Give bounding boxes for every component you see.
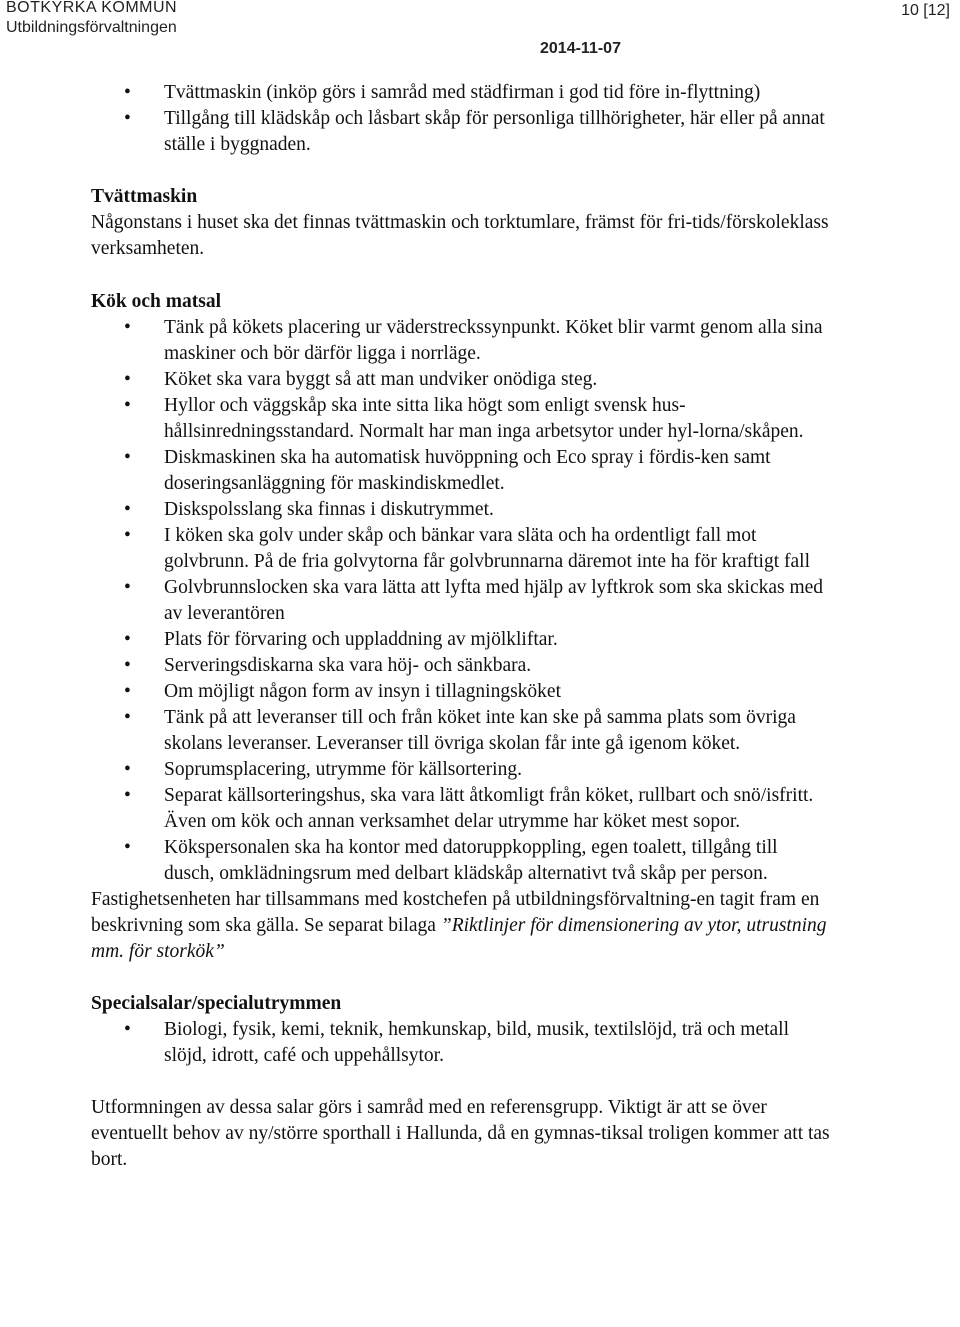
page-number: 10 [12] bbox=[901, 2, 950, 19]
section-heading-specialsalar: Specialsalar/specialutrymmen bbox=[91, 993, 342, 1014]
bullet-icon: • bbox=[124, 525, 131, 546]
section-heading-kok-och-matsal: Kök och matsal bbox=[91, 291, 222, 312]
special-bullet-list bbox=[91, 1017, 831, 1069]
bullet-icon: • bbox=[124, 499, 131, 520]
list-item: • Diskmaskinen ska ha automatisk huvöppning och Eco spray i fördis-ken samt doseringsanläggning för maskindiskmedlet. bbox=[124, 447, 771, 494]
list-item: • Tvättmaskin (inköp görs i samråd med städfirman i god tid före in-flyttning) bbox=[91, 80, 831, 106]
bullet-icon: • bbox=[124, 395, 131, 416]
bullet-icon: • bbox=[124, 759, 131, 780]
bullet-icon: • bbox=[124, 577, 131, 598]
list-item: • Tillgång till klädskåp och låsbart skåp för personliga tillhörigheter, här eller på annat ställe i byggnaden. bbox=[124, 108, 825, 155]
bullet-icon: • bbox=[124, 369, 131, 390]
list-item: • Om möjligt någon form av insyn i tillagningsköket bbox=[91, 679, 831, 705]
list-item: • Diskspolsslang ska finnas i diskutrymmet. bbox=[91, 497, 831, 523]
bullet-icon: • bbox=[124, 655, 131, 676]
intro-bullet-list bbox=[91, 80, 831, 158]
bullet-icon: • bbox=[124, 707, 131, 728]
list-item: • Tänk på kökets placering ur väderstreckssynpunkt. Köket blir varmt genom alla sina maskiner och bör därför ligga i norrläge. bbox=[124, 317, 823, 364]
department-name: Utbildningsförvaltningen bbox=[6, 19, 177, 36]
list-item: • Hyllor och väggskåp ska inte sitta lika högt som enligt svensk hus-hållsinredningsstandard. Normalt har man inga arbetsytor under hyl-lorna/skåpen. bbox=[124, 395, 804, 442]
bilaga-title: ”Riktlinjer för dimensionering av ytor, utrustning mm. för storkök” bbox=[91, 915, 827, 962]
bullet-icon: • bbox=[124, 629, 131, 650]
list-item: • Plats för förvaring och uppladdning av mjölkliftar. bbox=[91, 627, 831, 653]
bullet-icon: • bbox=[124, 837, 131, 858]
bullet-icon: • bbox=[124, 785, 131, 806]
bullet-icon: • bbox=[124, 82, 131, 103]
list-item: • Köket ska vara byggt så att man undviker onödiga steg. bbox=[91, 367, 831, 393]
kok-bullet-list bbox=[91, 315, 831, 887]
list-item: • Serveringsdiskarna ska vara höj- och sänkbara. bbox=[91, 653, 831, 679]
list-item: • Soprumsplacering, utrymme för källsortering. bbox=[91, 757, 831, 783]
list-item: • Separat källsorteringshus, ska vara lätt åtkomligt från köket, rullbart och snö/isfritt. Även om kök och annan verksamhet delar utrymme har köket mest sopor. bbox=[124, 785, 814, 832]
document-body bbox=[91, 80, 831, 1173]
list-item: • I köken ska golv under skåp och bänkar vara släta och ha ordentligt fall mot golvbrunn. På de fria golvytorna får golvbrunnarna däremot inte ha för kraftigt fall bbox=[124, 525, 810, 572]
bullet-icon: • bbox=[124, 1019, 131, 1040]
bullet-icon: • bbox=[124, 681, 131, 702]
document-date: 2014-11-07 bbox=[540, 40, 621, 57]
bullet-icon: • bbox=[124, 317, 131, 338]
list-item: • Tänk på att leveranser till och från köket inte kan ske på samma plats som övriga skolans leveranser. Leveranser till övriga skolan får inte gå igenom köket. bbox=[124, 707, 796, 754]
bullet-icon: • bbox=[124, 108, 131, 129]
special-paragraph: Utformningen av dessa salar görs i samråd med en referensgrupp. Viktigt är att se över eventuellt behov av ny/större sporthall i Hallunda, då en gymnas-tiksal troligen kommer att tas bort. bbox=[91, 1097, 830, 1170]
organization-name: BOTKYRKA KOMMUN bbox=[6, 0, 178, 16]
list-item: • Biologi, fysik, kemi, teknik, hemkunskap, bild, musik, textilslöjd, trä och metall slöjd, idrott, café och uppehållsytor. bbox=[124, 1019, 790, 1066]
kok-closing-paragraph: Fastighetsenheten har tillsammans med kostchefen på utbildningsförvaltning-en tagit fram en beskrivning som ska gälla. Se separat bilaga ”Riktlinjer för dimensionering av ytor, utrustning mm. för storkök” bbox=[91, 889, 827, 962]
bullet-icon: • bbox=[124, 447, 131, 468]
tvattmaskin-paragraph: Någonstans i huset ska det finnas tvättmaskin och torktumlare, främst för fri-tids/förskoleklass verksamheten. bbox=[91, 212, 829, 259]
list-item: • Kökspersonalen ska ha kontor med datoruppkoppling, egen toalett, tillgång till dusch, omklädningsrum med delbart klädskåp alternativt två skåp per person. bbox=[124, 837, 778, 884]
list-item: • Golvbrunnslocken ska vara lätta att lyfta med hjälp av lyftkrok som ska skickas med av leverantören bbox=[124, 577, 824, 624]
section-heading-tvattmaskin: Tvättmaskin bbox=[91, 186, 198, 207]
